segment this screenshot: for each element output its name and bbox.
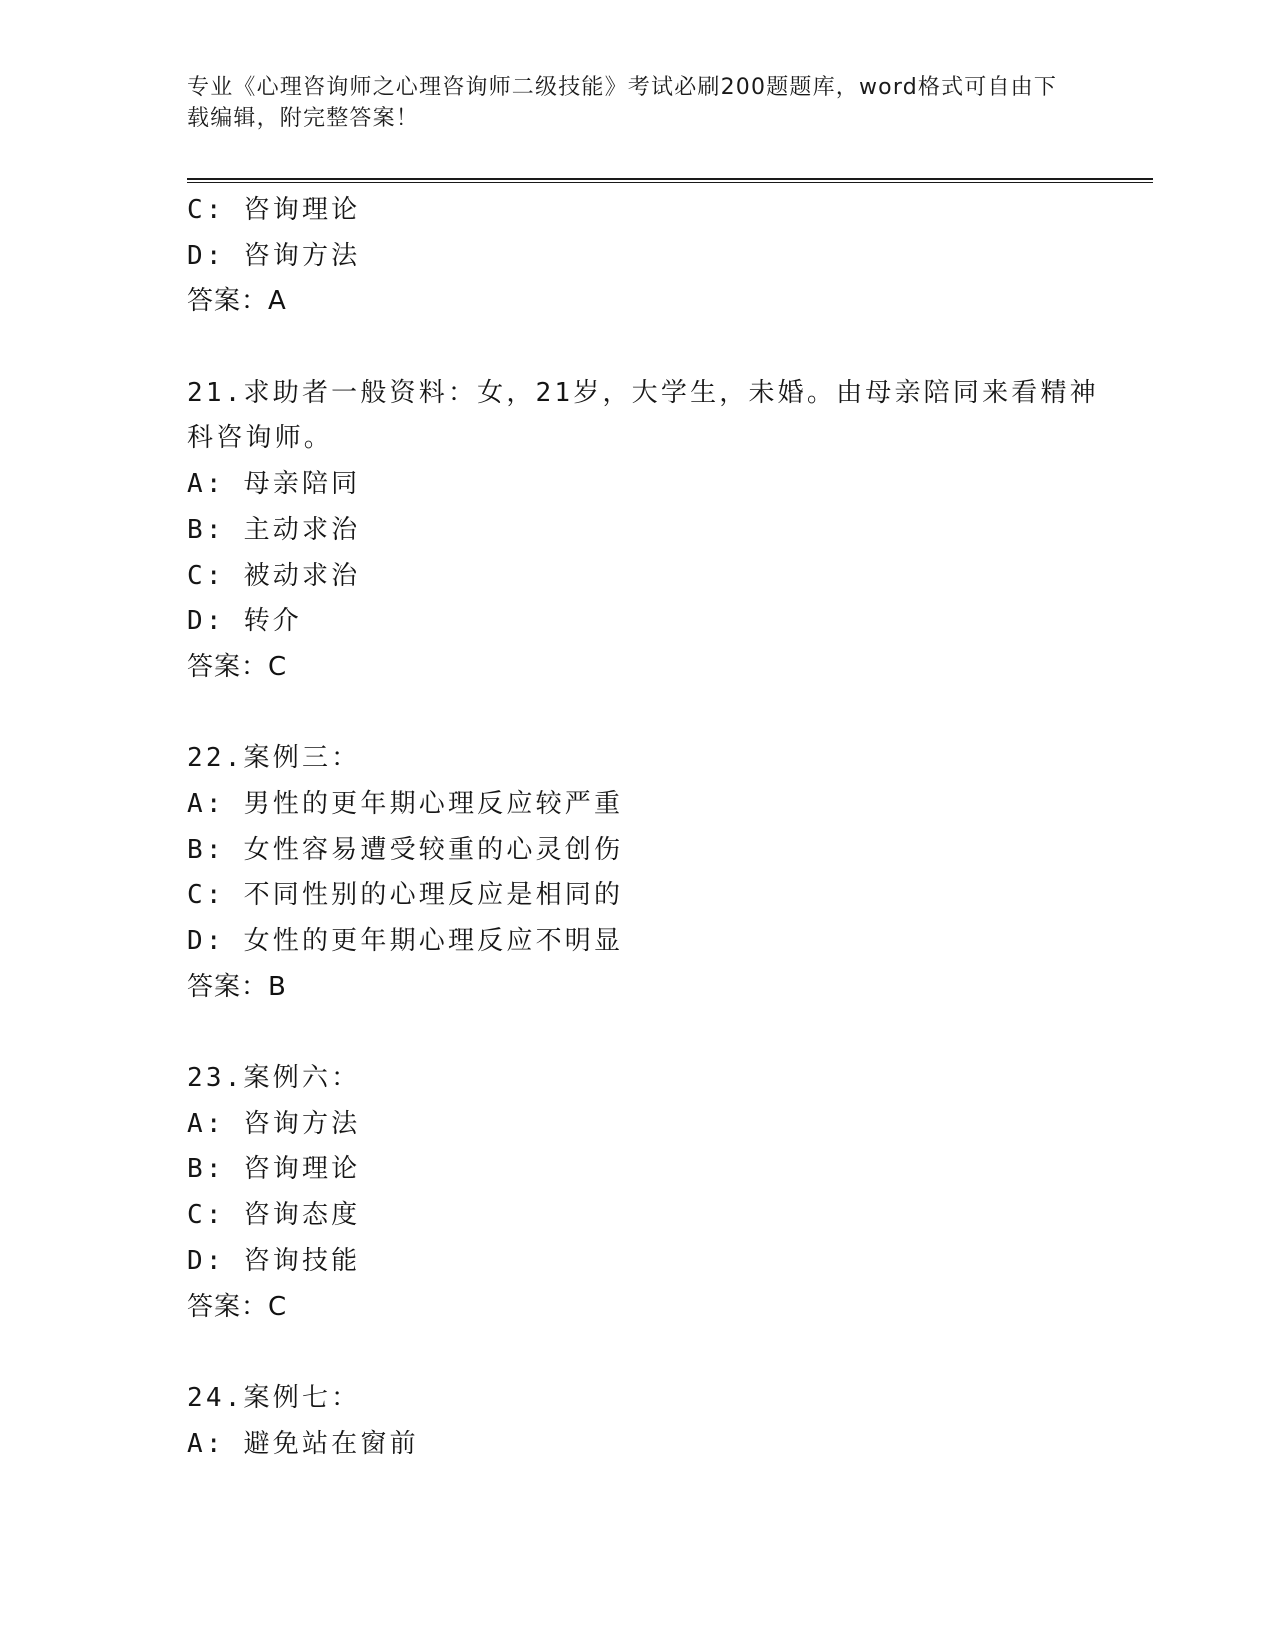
answer-line: 答案：C xyxy=(187,651,288,682)
question-stem: 23.案例六： xyxy=(187,1063,361,1094)
option-text: 主动求治 xyxy=(243,514,361,545)
option-line xyxy=(187,919,1087,965)
option-text: 母亲陪同 xyxy=(243,469,361,500)
answer-line: 答案：C xyxy=(187,1291,288,1322)
option-key: B: xyxy=(187,514,225,545)
option-text: 被动求治 xyxy=(243,560,361,591)
question-stem: 24.案例七： xyxy=(187,1382,361,1413)
option-line xyxy=(187,1422,1087,1468)
option-key: A: xyxy=(187,788,225,819)
option-text: 咨询技能 xyxy=(243,1245,361,1276)
header-rule-thin xyxy=(187,182,1153,183)
option-key: A: xyxy=(187,1428,225,1459)
option-text: 咨询理论 xyxy=(243,1154,361,1185)
option-line xyxy=(187,828,1087,874)
question-list xyxy=(187,188,1099,1467)
option-key: B: xyxy=(187,834,225,865)
option-text: 咨询方法 xyxy=(243,1108,361,1139)
answer-line: 答案：B xyxy=(187,971,287,1002)
option-key: C: xyxy=(187,560,225,591)
option-text: 避免站在窗前 xyxy=(243,1428,419,1459)
option-key: A: xyxy=(187,469,225,500)
option-key: B: xyxy=(187,1154,225,1185)
answer-line: 答案：A xyxy=(187,286,287,317)
option-key: D: xyxy=(187,240,225,271)
option-line xyxy=(187,1239,1087,1285)
option-text: 女性容易遭受较重的心灵创伤 xyxy=(243,834,624,865)
option-line xyxy=(187,508,1087,554)
option-key: D: xyxy=(187,1245,225,1276)
option-key: D: xyxy=(187,606,225,637)
option-line xyxy=(187,554,1087,600)
option-line xyxy=(187,873,1087,919)
option-text: 转介 xyxy=(243,606,302,637)
option-line xyxy=(187,462,1087,508)
option-text: 不同性别的心理反应是相同的 xyxy=(243,880,624,911)
header-rule-thick xyxy=(187,178,1153,180)
option-text: 咨询理论 xyxy=(243,195,361,225)
option-key: D: xyxy=(187,926,225,956)
option-line xyxy=(187,1147,1087,1193)
option-key: C: xyxy=(187,195,225,225)
option-text: 女性的更年期心理反应不明显 xyxy=(243,926,624,956)
document-header: 专业《心理咨询师之心理咨询师二级技能》考试必刷200题题库，word格式可自由下载编辑，附完整答案！ xyxy=(187,75,1058,131)
option-line xyxy=(187,188,1087,234)
option-key: C: xyxy=(187,880,225,911)
option-line xyxy=(187,1102,1087,1148)
question-stem: 21.求助者一般资料：女，21岁，大学生，未婚。由母亲陪同来看精神 xyxy=(187,377,1099,408)
option-line xyxy=(187,1193,1087,1239)
option-key: C: xyxy=(187,1200,225,1231)
question-stem-continued: 科咨询师。 xyxy=(187,423,334,454)
option-line xyxy=(187,234,1087,280)
option-line xyxy=(187,782,1087,828)
option-text: 男性的更年期心理反应较严重 xyxy=(243,788,624,819)
option-key: A: xyxy=(187,1108,225,1139)
option-line xyxy=(187,599,1087,645)
option-text: 咨询态度 xyxy=(243,1200,361,1231)
option-text: 咨询方法 xyxy=(243,240,361,271)
question-stem: 22.案例三： xyxy=(187,743,361,774)
